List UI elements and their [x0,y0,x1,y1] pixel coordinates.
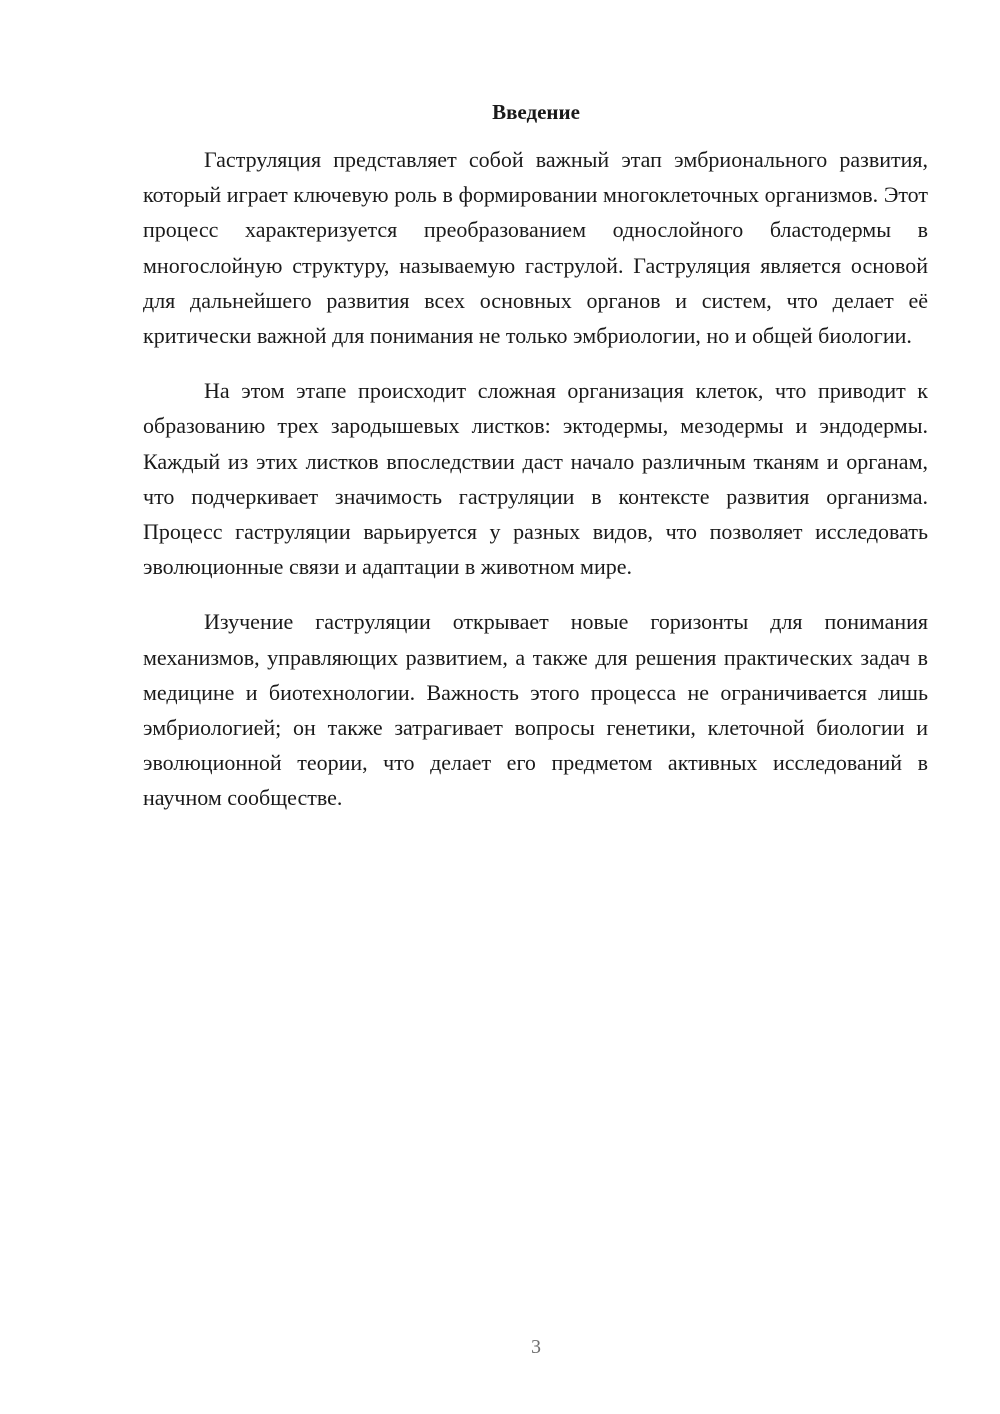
section-heading: Введение [492,100,580,124]
paragraph-2: На этом этапе происходит сложная организация клеток, что приводит к образованию трех зародышевых листков: эктодермы, мезодермы и эндодермы. Каждый из этих листков впоследствии даст начало различным тканям и органам, что подчеркивает значимость гаструляции в контексте развития организма. Процесс гаструляции варьируется у разных видов, что позволяет исследовать эволюционные связи и адаптации в животном мире. [143,378,928,580]
paragraph-3: Изучение гаструляции открывает новые горизонты для понимания механизмов, управляющих развитием, а также для решения практических задач в медицине и биотехнологии. Важность этого процесса не ограничивается лишь эмбриологией; он также затрагивает вопросы генетики, клеточной биологии и эволюционной теории, что делает его предметом активных исследований в научном сообществе. [143,609,928,811]
page-number: 3 [531,1336,541,1358]
paragraph-1: Гаструляция представляет собой важный этап эмбрионального развития, который играет ключевую роль в формировании многоклеточных организмов. Этот процесс характеризуется преобразованием однослойного бластодермы в многослойную структуру, называемую гаструлой. Гаструляция является основой для дальнейшего развития всех основных органов и систем, что делает её критически важной для понимания не только эмбриологии, но и общей биологии. [143,147,928,349]
body-text [143,142,928,836]
